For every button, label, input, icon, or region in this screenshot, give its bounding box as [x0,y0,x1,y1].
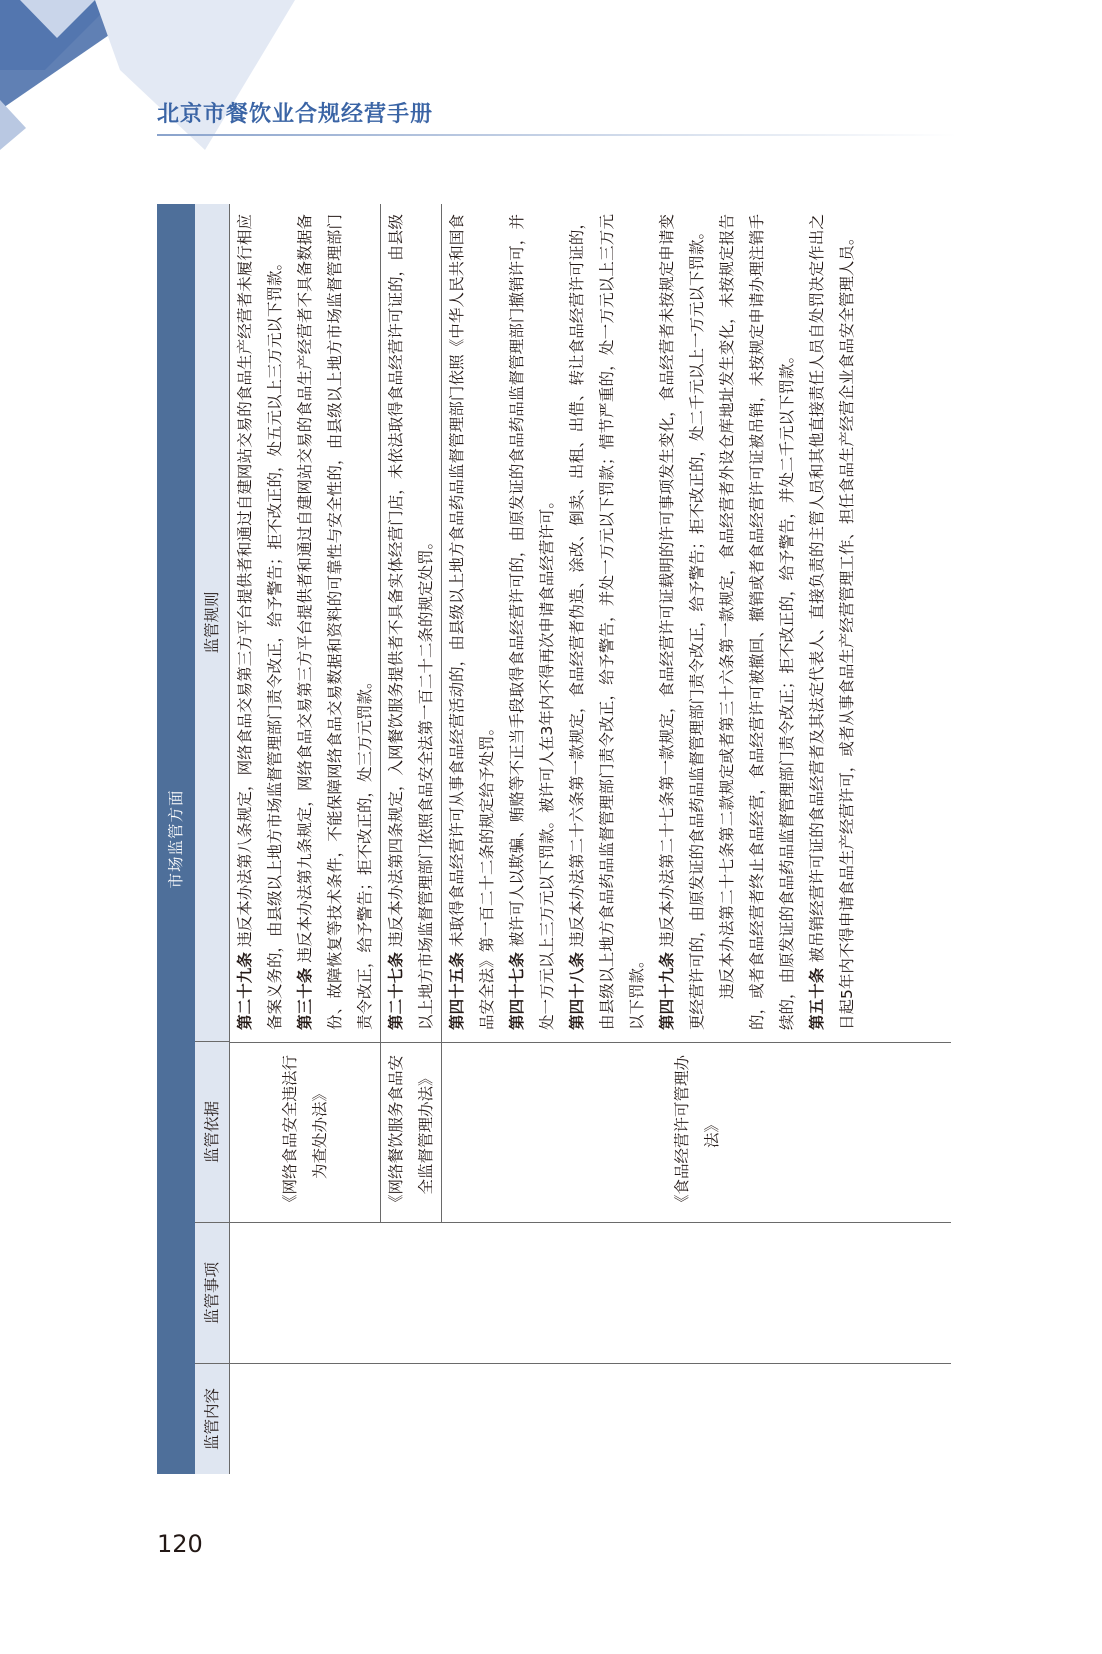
rules-cell [442,204,951,1042]
regulation-table [157,204,951,1474]
table-row [442,204,951,1222]
rule-text: 被许可人以欺骗、贿赂等不正当手段取得食品经营许可的，由原发证的食品药品监督管理部门撤销许可，并处一万元以上三万元以下罚款。被许可人在3年内不得再次申请食品经营许可。 [508,214,556,1030]
basis-cell: 《网络食品安全违法行为查处办法》 [230,1042,380,1222]
rule-text: 违反本办法第四条规定，入网餐饮服务提供者不具备实体经营门店，未依法取得食品经营许可证的，由县级以上地方市场监督管理部门依照食品安全法第一百二十二条的规定处罚。 [387,214,435,1030]
content-cell [230,1363,951,1474]
table-row [230,204,381,1222]
basis-rules-column [230,204,951,1222]
rules-cell [381,204,441,1042]
article-number: 第四十五条 [448,952,466,1030]
rule-paragraph [230,214,290,1030]
table-header-row [195,204,230,1474]
rule-text: 被吊销经营许可证的食品经营者及其法定代表人、直接负责的主管人员和其他直接责任人员自处罚决定作出之日起5年内不得申请食品生产经营许可，或者从事食品生产经营管理工作、担任食品生产经营企业食品安全管理人员。 [808,214,856,1030]
page-number: 120 [157,1530,203,1558]
corner-decoration [0,0,360,175]
table-body [230,204,951,1474]
article-number: 第五十条 [808,967,826,1030]
rule-paragraph [442,214,502,1030]
article-number: 第四十九条 [658,952,676,1030]
book-title: 北京市餐饮业合规经营手册 [157,102,434,127]
rule-paragraph [381,214,441,1030]
header-rule [157,134,957,136]
rule-paragraph [562,214,652,1030]
article-number: 第四十八条 [568,952,586,1030]
rule-paragraph [652,214,712,1030]
rule-text: 违反本办法第八条规定，网络食品交易第三方平台提供者和通过自建网站交易的食品生产经营者未履行相应备案义务的，由县级以上地方市场监督管理部门责令改正，给予警告；拒不改正的，处五元以上三万元以下罚款。 [236,214,284,1030]
rule-text: 违反本办法第二十七条第一款规定，食品经营许可证载明的许可事项发生变化，食品经营者未按规定申请变更经营许可的，由原发证的食品药品监督管理部门责令改正，给予警告；拒不改正的，处二千元以上一万元以下罚款。 [658,214,706,1030]
basis-cell: 《网络餐饮服务食品安全监督管理办法》 [381,1042,441,1222]
header-cell-rules: 监管规则 [195,204,229,1042]
rule-text: 违反本办法第二十六条第一款规定，食品经营者伪造、涂改、倒卖、出租、出借、转让食品经营许可证的，由县级以上地方食品药品监督管理部门责令改正，给予警告，并处一万元以下罚款；情节严重的，处一万元以上三万元以下罚款。 [568,214,646,1030]
rule-text: 违反本办法第九条规定，网络食品交易第三方平台提供者和通过自建网站交易的食品生产经营者不具备数据备份、故障恢复等技术条件，不能保障网络食品交易数据和资料的可靠性与安全性的，由县级以上地方市场监督管理部门责令改正，给予警告；拒不改正的，处三万元罚款。 [296,214,374,1030]
rule-paragraph [802,214,862,1030]
rule-paragraph [502,214,562,1030]
article-number: 第三十条 [296,967,314,1030]
article-number: 第二十九条 [236,952,254,1030]
table-band-title: 市场监管方面 [157,204,195,1474]
rule-paragraph [712,214,802,1030]
header-cell-content: 监管内容 [203,1388,221,1451]
article-number: 第四十七条 [508,952,526,1030]
table-row [381,204,442,1222]
header-cell-item: 监管事项 [195,1223,229,1364]
article-number: 第二十七条 [387,952,405,1030]
rule-paragraph [290,214,380,1030]
rule-text: 违反本办法第二十七条第二款规定或者第三十六条第一款规定，食品经营者外设仓库地址发生变化，未按规定报告的，或者食品经营者终止食品经营，食品经营许可被撤回、撤销或者食品经营许可证被吊销，未按规定申请办理注销手续的，由原发证的食品药品监督管理部门责令改正；拒不改正的，给予警告，并处二千元以下罚款。 [718,214,796,1030]
rules-cell [230,204,380,1042]
item-cell [230,1222,951,1363]
basis-cell: 《食品经营许可管理办法》 [442,1042,951,1222]
rule-text: 未取得食品经营许可从事食品经营活动的，由县级以上地方食品药品监督管理部门依照《中华人民共和国食品安全法》第一百二十二条的规定给予处罚。 [448,214,496,1030]
header-cell-basis: 监管依据 [195,1042,229,1223]
